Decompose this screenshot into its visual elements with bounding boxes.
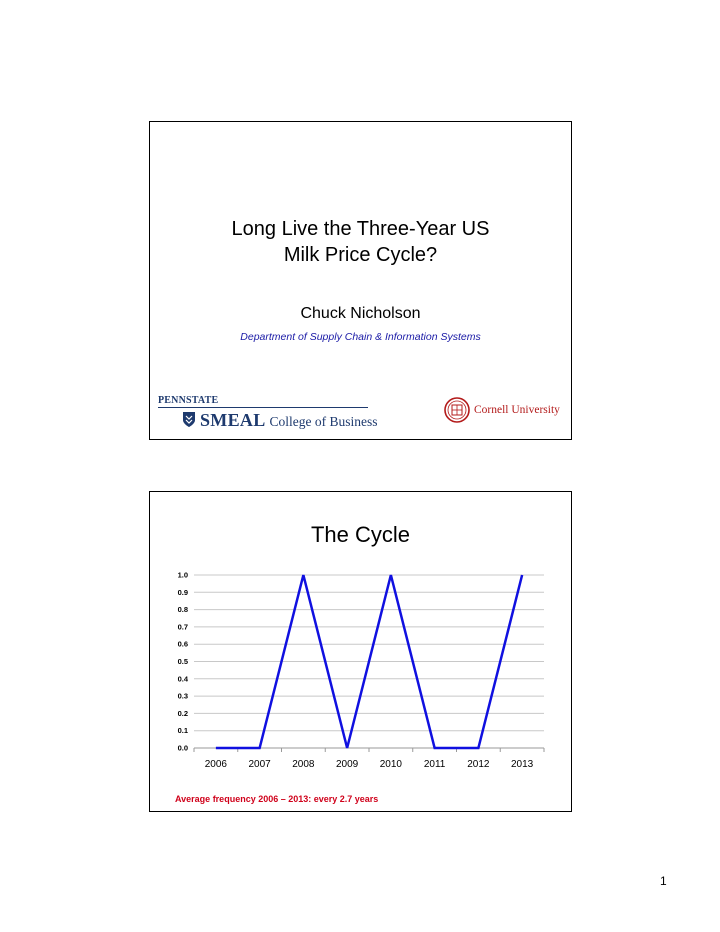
department-name: Department of Supply Chain & Information Systems bbox=[240, 331, 481, 343]
x-tick-label: 2009 bbox=[336, 759, 359, 770]
x-tick-label: 2010 bbox=[379, 759, 402, 770]
pennstate-wordmark: PENNSTATE bbox=[158, 395, 219, 406]
cycle-slide bbox=[149, 491, 572, 812]
x-tick-label: 2006 bbox=[204, 759, 227, 770]
smeal-name: SMEAL bbox=[200, 410, 266, 430]
title-slide bbox=[149, 121, 572, 440]
cornell-university-label: Cornell University bbox=[474, 404, 560, 416]
shield-icon bbox=[182, 411, 196, 428]
slide-title: The Cycle bbox=[310, 522, 411, 547]
college-of-business-label: College of Business bbox=[269, 414, 378, 429]
y-tick-label: 0.2 bbox=[177, 708, 188, 718]
y-tick-label: 0.1 bbox=[177, 726, 188, 736]
y-tick-label: 0.9 bbox=[177, 587, 188, 597]
y-tick-label: 0.7 bbox=[177, 622, 188, 632]
presentation-title: Long Live the Three-Year US Milk Price Cycle? bbox=[231, 218, 490, 266]
page-number: 1 bbox=[660, 874, 667, 888]
y-tick-label: 0.4 bbox=[177, 674, 188, 684]
y-tick-label: 1.0 bbox=[177, 570, 188, 580]
x-tick-label: 2012 bbox=[467, 759, 490, 770]
y-tick-label: 0.6 bbox=[177, 639, 188, 649]
seal-icon bbox=[444, 397, 470, 423]
y-tick-label: 0.0 bbox=[177, 743, 188, 753]
y-tick-label: 0.3 bbox=[177, 691, 188, 701]
x-tick-label: 2008 bbox=[292, 759, 315, 770]
x-tick-label: 2007 bbox=[248, 759, 271, 770]
x-tick-label: 2013 bbox=[511, 759, 534, 770]
pennstate-smeal-logo bbox=[158, 395, 378, 431]
frequency-footnote: Average frequency 2006 – 2013: every 2.7 years bbox=[175, 794, 379, 804]
y-tick-label: 0.5 bbox=[177, 657, 188, 666]
cornell-logo bbox=[444, 397, 569, 427]
cycle-line-chart bbox=[150, 492, 571, 792]
logo-divider bbox=[158, 407, 368, 408]
y-tick-label: 0.8 bbox=[177, 605, 188, 615]
author-name: Chuck Nicholson bbox=[300, 305, 421, 322]
x-tick-label: 2011 bbox=[423, 759, 446, 770]
